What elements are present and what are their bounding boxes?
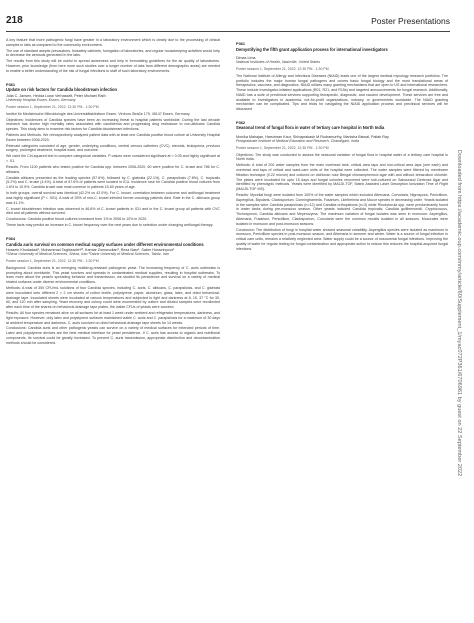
poster-session: Poster session 1, September 21, 2022, 12:30 PM - 1:30 PM bbox=[6, 259, 99, 264]
spacer bbox=[6, 230, 220, 233]
page-header bbox=[6, 15, 450, 31]
abstract-authors: Dimas Lima bbox=[236, 55, 256, 60]
abstract-affiliation: Postgraduate Institute of Medical Education and Research, Chandigarh, India bbox=[236, 139, 360, 144]
abstract-paragraph: Conclusions: Candida auris and other pathogenic yeasts can survive on a variety of medical surfaces for extended periods of time. Latex and polystyrene devices are the best medical interface for yeast persistence. If C. auris has access to organic and nutritional components, its survival could be greatly increased. To prevent C. auris transmission, appropriate disinfection and decontamination methods should be considered. bbox=[6, 326, 220, 345]
intro-paragraph: The results from this study will be useful to spread awareness and help in formulating guidelines for the air quality of laboratories. However, prior knowledge (from here more such studies over a longer number of labs from different demographic areas) are needed to enable a better understanding of the risk of fungal infections to staff of such laboratory environments. bbox=[6, 59, 220, 73]
abstract-affiliation: National Institutes of Health, Nashville, United States bbox=[236, 60, 321, 65]
abstract-paragraph: Results: From 1100 patients who tested positive for Candida spp. between 2006-2020, 60 were positive for C. krusei and 786 for C. albicans. bbox=[6, 165, 220, 174]
abstract-title: Demystifying the fifth grant application process for international investigators bbox=[236, 46, 388, 52]
abstract-paragraph: Conclusions: Candida positive blood cultures increased from 1% in 2006 to 10% in 2020. bbox=[6, 217, 148, 222]
abstract-affiliation: ¹Shiraz University of Medical Sciences, Shiraz, Iran ²Tabriz University of Medical Sciences, Tabriz, Iran bbox=[6, 252, 169, 257]
spacer bbox=[6, 76, 220, 79]
abstract-paragraph: These facts may predict an increase in C. krusei frequency over the next years due to selection under changing antifungal therapy. bbox=[6, 223, 214, 228]
abstract-paragraph: Background: Candida auris is an emerging multidrug-resistant pathogenic yeast. The increasing frequency of C. auris outbreaks is prompting about worldwide. This yeast survives and spreads in contaminated medical supplies, resulting in hospital outbreaks. To learn more about the yeast's spreading behavior and transmission, we studied its persistence and survival on a variety of medical related surfaces under diverse environmental conditions. bbox=[6, 265, 220, 285]
abstract-paragraph: Relevant categories consisted of age, gender, underlying conditions, central venous catheters (CVC), steroids, leukopenia, previous surgery, prolonged treatment, hospital ward, and outcome. bbox=[6, 143, 220, 153]
abstract-code: P361 bbox=[236, 41, 246, 46]
page-number: 218 bbox=[6, 15, 23, 26]
intro-paragraph: The use of standard aseptic precautions, biosafety cabinets, fumigation of laboratories, and regular housekeeping activities would help to decrease the aerosols generated in the labs. bbox=[6, 48, 220, 58]
poster-session: Poster session 1, September 21, 2022, 12:30 PM - 1:30 PM bbox=[236, 145, 329, 150]
abstract-paragraph: Objectives: The study was conducted to assess the seasonal variation of fungal flora in hospital water of a tertiary care hospital in North India. bbox=[236, 152, 448, 162]
abstract-paragraph: Patients and Methods: We retrospectively analyzed patient data with at least one Candida positive blood culture at University Hospital Essen between 2006-2020. bbox=[6, 132, 220, 142]
abstract-paragraph: In both groups, overall survival was identical (42.2% vs 42.0%). For C. krusei, correlation between outcome and antifungal treatment was highly significant (P < .001). A total of 25% of non-C. krusei infected former-oncology patients died. Rate in the C. albicans group was 41.1%. bbox=[6, 191, 220, 205]
abstract-paragraph: Results: Mycelial fungi were isolated from 100% of the water samples which included Alternaria, Curvularia, Nigrospora, Penicillium, Aspergillus, Bipolaris, Cladosporium, Cunninghamella, Fusarium, Lichtheimia and Mucor species in decreasing order. Yeasts isolated in the samples were Candida parapsilosis (n=12) and Candida orthopsilosis (n=3) while Rhodotorula spp. were predominantly found in water tanks during pre-monsoon season. Other yeasts included Candida tropicalis, Candida guilliermondii, Cryptococcus, Trichosporon, Candida albicans and Meyerozyma. The maximum variation of fungal isolates was seen in monsoon: Aspergillus, Alternaria, Fusarium, Penicillium, Cladosporium, Curvularia were the common moulds isolated in all seasons. Mucorales were isolated in monsoon and post-monsoon seasons. bbox=[236, 193, 448, 226]
abstract-code: P361 bbox=[6, 81, 16, 87]
abstract-title: Update on risk factors for Candida bloodstream infection bbox=[6, 87, 118, 93]
abstract-p361-right bbox=[236, 41, 448, 112]
header-rule bbox=[6, 31, 450, 32]
abstract-authors: Hossein Khodadadi¹, Mohammad Taghizadeh²³, Kamiar Zomorodian³, Reza Nasr¹, Saber Hosseinpour¹ bbox=[6, 247, 175, 252]
abstract-code: P362 bbox=[236, 119, 246, 125]
abstract-paragraph: We used the Chi-squared test to compare categorical variables. P-values were considered significant at < 0.05 and highly significant at < .01. bbox=[6, 154, 220, 164]
abstract-code: P364 bbox=[6, 236, 16, 242]
abstract-paragraph: Methods: A total of 200 water samples from the main overhead tank, critical area taps and non-critical area taps (one each) and overhead and taps of critical and ward-care units of the hospital were collected. The water samples were filtered by membrane filtration technique (0.22 micron) and cultured on dichloran rose Bengal chloramphenicol agar with and without tetrazolium chloride. The plates were incubated for upto 15 days and fungal colonies recovered were sub-cultured on Sabouraud Dextrose Agar and identified by phenotypic methods. Yeasts were identified by MALDI-TOF, Matrix Assisted Laser Desorption Ionization Time of Flight (MALDI-TOF MS). bbox=[236, 163, 448, 192]
abstract-authors: Julia C. Jansen, Hedda Luise Verhasselt, Peter Michael Rath bbox=[6, 93, 106, 98]
abstract-p362-right bbox=[236, 120, 448, 251]
abstract-paragraph: Conclusion: The distribution of fungi in hospital water showed seasonal variability. Aspergillus species were isolated as maximum in monsoon, Penicillium species in post-monsoon season, and Alternaria in summer and winter. Water is a source of fungal infection in critical care units, remains a relatively neglected area. Water supply could be a source of nosocomial fungal infections. Improving the quality of water for regular testing for fungal contamination and appropriate action to reduce this reduces the hospital-acquired fungal infections. bbox=[236, 227, 448, 251]
download-notice bbox=[452, 20, 466, 605]
abstract-paragraph: Candida albicans presented as the leading species (57.6%), followed by C. glabrata (22.1%), C. parapsilosis (7.8%), C. tropicalis (5.2%) and C. krusei (4.4%). A total of 67.6% of patients were located in ICU. Incidence rose for Candida positive blood cultures from 1.6% to 10.5%. Candida krusei was most common in patients 15-60 years of age. bbox=[6, 175, 220, 190]
abstract-authors: Monika Mahajan, Harsimran Kaur, Shivaprakash M Rudramurthy, Manisha Biswal, Pallab Ray bbox=[236, 134, 389, 139]
abstract-paragraph: Methods: A total of 300 CFU/mL solutions of four Candida species, including C. auris, C. albicans, C. parapsilosis, and C. glabrata were inoculated onto different 2 × 2 cm sheets of cotton textile, polystyrene, paper, aluminum, glass, latex, and dried behavioral-drainage tape. Inoculated sheets were incubated at various temperatures and subjected to light and darkness at 8, 15, 37 °C for 30, 60, and 120 min after sampling. Yeast recovery and colony count were enumerated by culture and diluted samples were recollected after each time of the shares on behavioral-drainage tape plates, the viable CFUs of yeasts were counted. bbox=[6, 286, 220, 310]
abstract-paragraph: Objectives: Incidences of Candida species have been an increasing threat to hospital patients worldwide. During the last decade research has shown high mortality rates associated with candidemia and progressing drug resistance to non-albicans Candida species. This study aims to examine risk factors for Candida bloodstream infections. bbox=[6, 117, 220, 132]
right-column bbox=[236, 38, 448, 253]
poster-session: Poster session 1, September 21, 2022, 12:30 PM - 1:30 PM bbox=[236, 66, 329, 71]
download-notice-text[interactable]: Downloaded from https://academic.oup.com/mmy/article/60/Supplement_1/myac072P361/6706961 by guest on 22 September 2022 bbox=[456, 149, 462, 476]
left-column bbox=[6, 38, 220, 348]
abstract-affiliation: University Hospital Essen, Essen, Germany bbox=[6, 98, 76, 103]
poster-session: Poster session 1, September 21, 2022, 12:30 PM - 1:30 PM bbox=[6, 104, 99, 109]
abstract-p361-left bbox=[6, 82, 220, 228]
abstract-paragraph: The National Institute of Allergy and Infectious Diseases (NIAID) leads one of the largest medical mycology research portfolios. The portfolio includes the major human fungal pathogens and covers basic fungal biology and the most translational areas of therapeutics, vaccines, and diagnostics. NIAID utilizes many granting mechanisms that are open to US and international researchers. These include investigator-initiated applications (R01, R21, and R15s) and targeted announcements for fungal research. Additionally, NIAID has a suite of preclinical services supporting therapeutic, diagnostic, and vaccine development. These services are free and available to investigators in academia, not-for-profit organizations, industry, or governments worldwide. The NIAID granting mechanism can be complicated. Tips and tricks for navigating the NIAID application process and preclinical services will be discussed. bbox=[236, 73, 448, 112]
abstract-title: Seasonal trend of fungal flora in water of tertiary care hospital in North India bbox=[236, 125, 385, 131]
spacer bbox=[236, 114, 448, 117]
abstract-paragraph: C. krusei bloodstream infection was observed in 46.6% of C. krusei patients in ICU and in the C. krusei group all patients with CVC died and all patients without survived. bbox=[6, 206, 220, 216]
section-title: Poster Presentations bbox=[371, 16, 450, 26]
abstract-paragraph: Results: All four species remained alive on all surfaces for at least 1 week under ambient and refrigerator temperatures, darkness, and light exposure. However, only latex and polystyrene surfaces maintained viable C. auris and C. parapsilosis for a maximum of 30 days at ambient temperature and darkness. C. auris survived on dried behavioral-drainage tape sheets for 14 weeks. bbox=[6, 311, 220, 325]
abstract-p364-left bbox=[6, 236, 220, 345]
intro-paragraph: A key feature that more pathogenic fungi have greater in a laboratory environment which is clearly due to the processing of clinical samples in labs as compared to the community environment. bbox=[6, 38, 220, 47]
abstract-paragraph: Institut für Medizinische Mikrobiologie des Universitätsklinikum Essen, Virchow Straße 179, 45147 Essen, Germany. bbox=[6, 111, 191, 116]
abstract-title: Candida auris survival on common medical supply surfaces under different environmental conditions bbox=[6, 241, 204, 247]
